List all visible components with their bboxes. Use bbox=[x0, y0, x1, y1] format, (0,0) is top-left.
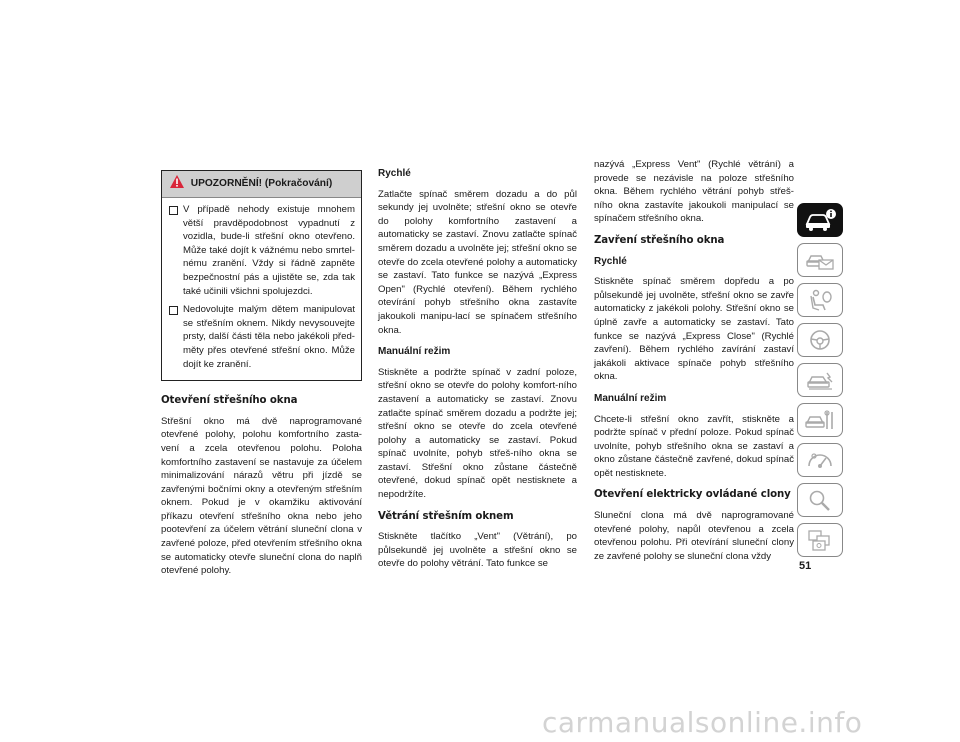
car-info-icon bbox=[803, 208, 837, 232]
car-crash-icon bbox=[803, 368, 837, 392]
tab-car-info[interactable] bbox=[797, 203, 843, 237]
bullet-square-icon bbox=[169, 206, 178, 215]
paragraph-express-open: Zatlačte spínač směrem dozadu a do půl sekundy jej uvolněte; střešní okno se otevře do polohy komfortního zastavení a automaticky se zastaví. Znovu zatlačte spínač směrem dozadu a uvolněte jej; střešní okno se otevře do zcela otevřené polohy a automaticky se zastaví. Tato funkce se nazývá „Express Open" (Rychlé otevření). Během rychlého otevírání pohyb střešního okna zastavíte jakoukoli manipu-lací se spínačem střešního okna. bbox=[378, 188, 577, 336]
section-heading-opening: Otevření střešního okna bbox=[161, 395, 298, 407]
subheading-manual-close: Manuální režim bbox=[594, 392, 667, 404]
warning-box bbox=[161, 170, 362, 381]
bullet-square-icon bbox=[169, 306, 178, 315]
section-heading-vent: Větrání střešním oknem bbox=[378, 510, 514, 522]
subheading-manual-open: Manuální režim bbox=[378, 346, 451, 358]
paragraph-vent-continued: nazývá „Express Vent" (Rychlé větrání) a provede se nezávisle na poloze střešního okna. Během rychlého větrání pohyb střeš-ního okna zastavíte jakoukoli manipulací se spínačem střešního okna. bbox=[594, 159, 794, 225]
warning-item-text: V případě nehody existuje mnohem větší pravděpodobnost vypadnutí z vozidla, bude-li střešní okno otevřeno. Může také dojít k vážnému nebo smrtel-nému zranění. Vždy si řádně zapněte bezpečnostní pás a ujistěte se, zda tak také učinili všichni spolujezdci. bbox=[183, 204, 355, 297]
watermark: carmanualsonline.info bbox=[542, 706, 863, 739]
tab-car-tools[interactable] bbox=[797, 403, 843, 437]
paragraph-express-close: Stiskněte spínač směrem dopředu a po půlsekundě jej uvolněte, střešní okno se zavře automaticky z jakékoli polohy. Střešní okno se úplně zavře a automaticky se zastaví. Tato funkce se nazývá „Express Close" (Rychlé zavření). Během rychlého zavírání zastaví jakákoli aktivace spínače pohyb střešního okna. bbox=[594, 276, 794, 383]
warning-body bbox=[162, 198, 361, 380]
car-tools-icon bbox=[803, 408, 837, 432]
paragraph-shade: Sluneční clona má dvě naprogramované otevřené polohy, napůl otevřenou a zcela otevřenou polohu. Při otevírání sluneční clony ze zavřené polohy se sluneční clona vždy bbox=[594, 510, 794, 562]
warning-triangle-icon bbox=[170, 175, 184, 188]
paragraph-manual-open: Stiskněte a podržte spínač v zadní poloze, střešní okno se otevře do polohy komfort-ního zastavení a automaticky se zastaví. Znovu zatlačte spínač směrem dozadu a podržte jej; střešní okno se otevře do zcela otevřené polohy a automaticky se zastaví. Pokud spínač uvolníte, pohyb střeš-ního okna se zastaví. Střešní okno zůstane částečně otevřené, dokud spínač opět nestisknete a nepodržíte. bbox=[378, 366, 577, 501]
steering-wheel-icon bbox=[803, 328, 837, 352]
tab-languages[interactable] bbox=[797, 523, 843, 557]
paragraph-manual-close: Chcete-li střešní okno zavřít, stiskněte a podržte spínač v přední poloze. Pokud spínač uvolníte, pohyb střešního okna se zastaví a okno zůstane částečně zavřené, dokud spínač opět nestisknete. bbox=[594, 413, 794, 479]
airbag-seat-icon bbox=[803, 288, 837, 312]
envelope-car-icon bbox=[803, 248, 837, 272]
warning-item-text: Nedovolujte malým dětem manipulovat se střešním oknem. Nikdy nevysouvejte prsty, další části těla nebo jakékoli před-měty přes otevřené střešní okno. Může dojít ke zranění. bbox=[183, 304, 355, 370]
warning-item bbox=[168, 203, 355, 298]
language-flags-icon bbox=[803, 528, 837, 552]
tab-search[interactable] bbox=[797, 483, 843, 517]
warning-item bbox=[168, 303, 355, 371]
subheading-express-open: Rychlé bbox=[378, 168, 411, 179]
section-heading-closing: Zavření střešního okna bbox=[594, 234, 725, 246]
paragraph-vent: Stiskněte tlačítko „Vent" (Větrání), po půlsekundě jej uvolněte a střešní okno se otevře do polohy větrání. Tato funkce se bbox=[378, 531, 577, 570]
page-number: 51 bbox=[799, 560, 812, 572]
tab-airbag-seat[interactable] bbox=[797, 283, 843, 317]
magnifier-icon bbox=[803, 488, 837, 512]
middle-column bbox=[378, 167, 577, 579]
right-column bbox=[594, 158, 794, 571]
warning-header bbox=[162, 171, 361, 198]
tab-steering-wheel[interactable] bbox=[797, 323, 843, 357]
dashboard-gauge-icon bbox=[803, 448, 837, 472]
paragraph-opening: Střešní okno má dvě naprogramované otevřené polohy, polohu komfortního zasta-vení a zcela otevřenou polohu. Poloha komfortního zastavení se nastavuje za účelem minimalizování nárazů větru při jízdě se zavřenými bočními okny a otevřeným střešním oknem. Pokud je v okamžiku aktivování příkazu otevření střešního okna nebo jeho pootevření za účelem větrání sluneční clona v zavřené poloze, před otevřením střešního okna se automaticky otevře sluneční clona do naplň otevřené polohy. bbox=[161, 415, 362, 577]
left-column bbox=[161, 170, 362, 586]
tab-dashboard-gauge[interactable] bbox=[797, 443, 843, 477]
warning-title: UPOZORNĚNÍ! (Pokračování) bbox=[190, 178, 333, 190]
tab-envelope-car[interactable] bbox=[797, 243, 843, 277]
tab-car-crash[interactable] bbox=[797, 363, 843, 397]
subheading-express-close: Rychlé bbox=[594, 255, 627, 267]
chapter-tabs bbox=[797, 203, 843, 563]
section-heading-shade: Otevření elektricky ovládané clony bbox=[594, 489, 791, 501]
